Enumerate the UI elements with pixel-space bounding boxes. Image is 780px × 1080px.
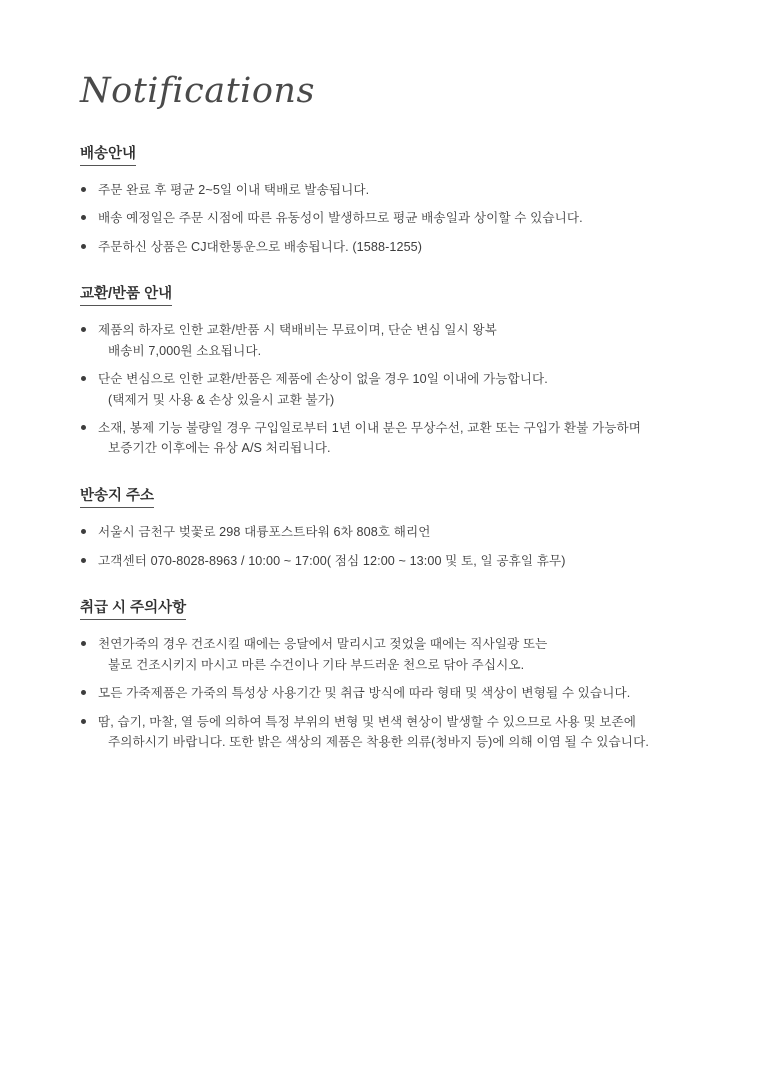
return-address-list [80, 522, 732, 571]
bullet-dot-icon [81, 425, 86, 430]
list-item-line: 주문 완료 후 평균 2~5일 이내 택배로 발송됩니다. [98, 182, 370, 197]
list-item-line: 소재, 봉제 기능 불량일 경우 구입일로부터 1년 이내 분은 무상수선, 교환 또는 구입가 환불 가능하며 [98, 421, 642, 436]
list-item [80, 180, 732, 200]
bullet-dot-icon [81, 244, 86, 249]
section-heading-exchange-return: 교환/반품 안내 [80, 286, 172, 306]
bullet-dot-icon [81, 215, 86, 220]
list-item-line: 배송 예정일은 주문 시점에 따른 유동성이 발생하므로 평균 배송일과 상이할 수 있습니다. [98, 211, 583, 226]
exchange-return-list [80, 320, 732, 458]
list-item-line: 모든 가죽제품은 가죽의 특성상 사용기간 및 취급 방식에 따라 형태 및 색상이 변형될 수 있습니다. [98, 686, 631, 701]
list-item [80, 369, 732, 410]
section-exchange-return [80, 285, 732, 459]
list-item [80, 683, 732, 703]
bullet-dot-icon [81, 327, 86, 332]
list-item [80, 634, 732, 675]
list-item [80, 522, 732, 542]
bullet-dot-icon [81, 641, 86, 646]
care-instructions-list [80, 634, 732, 752]
list-item-line: 천연가죽의 경우 건조시킬 때에는 응달에서 말리시고 젖었을 때에는 직사일광 또는 [98, 637, 548, 652]
shipping-list [80, 180, 732, 257]
list-item-line: 단순 변심으로 인한 교환/반품은 제품에 손상이 없을 경우 10일 이내에 가능합니다. [98, 372, 548, 387]
list-item-line: 보증기간 이후에는 유상 A/S 처리됩니다. [108, 441, 331, 456]
list-item [80, 320, 732, 361]
list-item-line: 배송비 7,000원 소요됩니다. [108, 343, 262, 358]
list-item-line: 불로 건조시키지 마시고 마른 수건이나 기타 부드러운 천으로 닦아 주십시오. [108, 657, 525, 672]
list-item-line: 주의하시기 바랍니다. 또한 밝은 색상의 제품은 착용한 의류(청바지 등)에 의해 이염 될 수 있습니다. [108, 734, 649, 749]
list-item [80, 551, 732, 571]
bullet-dot-icon [81, 558, 86, 563]
section-return-address [80, 487, 732, 571]
section-heading-return-address: 반송지 주소 [80, 488, 154, 508]
section-shipping [80, 145, 732, 258]
list-item [80, 712, 732, 753]
section-care-instructions [80, 599, 732, 752]
section-heading-shipping: 배송안내 [80, 146, 136, 166]
list-item [80, 208, 732, 228]
list-item-line: 땀, 습기, 마찰, 열 등에 의하여 특정 부위의 변형 및 변색 현상이 발생할 수 있으므로 사용 및 보존에 [98, 714, 637, 729]
page-title: Notifications [80, 71, 315, 111]
list-item-line: 고객센터 070-8028-8963 / 10:00 ~ 17:00( 점심 12:00 ~ 13:00 및 토, 일 공휴일 휴무) [98, 553, 566, 568]
section-heading-care-instructions: 취급 시 주의사항 [80, 600, 186, 620]
list-item-line: 서울시 금천구 벚꽃로 298 대륭포스트타워 6차 808호 해리언 [98, 525, 431, 540]
bullet-dot-icon [81, 719, 86, 724]
bullet-dot-icon [81, 187, 86, 192]
bullet-dot-icon [81, 690, 86, 695]
bullet-dot-icon [81, 376, 86, 381]
list-item-line: 주문하신 상품은 CJ대한통운으로 배송됩니다. (1588-1255) [98, 239, 423, 254]
list-item-line: (택제거 및 사용 & 손상 있을시 교환 불가) [108, 392, 335, 407]
list-item [80, 418, 732, 459]
list-item [80, 237, 732, 257]
list-item-line: 제품의 하자로 인한 교환/반품 시 택배비는 무료이며, 단순 변심 일시 왕복 [98, 323, 497, 338]
bullet-dot-icon [81, 529, 86, 534]
